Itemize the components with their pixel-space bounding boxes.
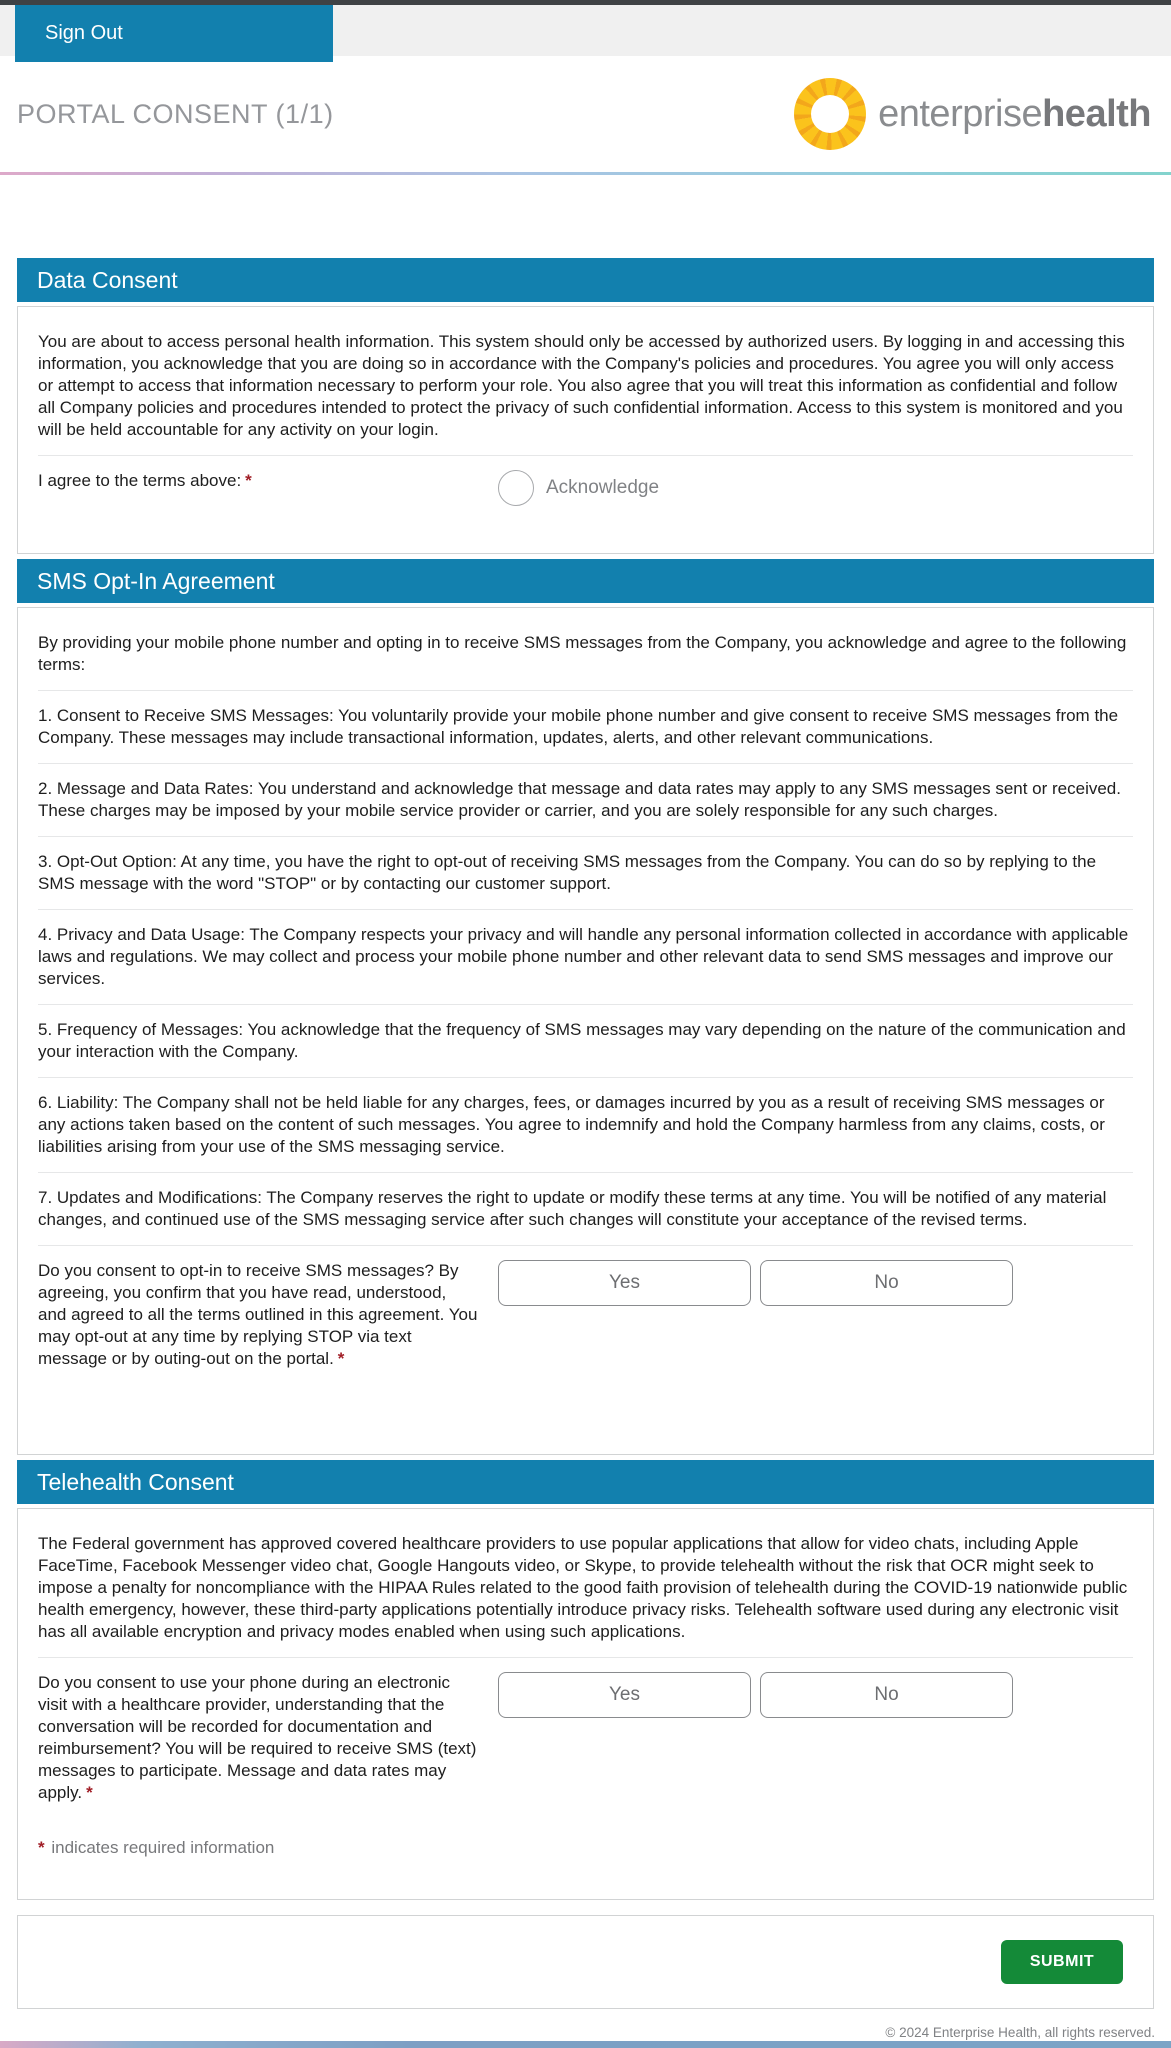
telehealth-no-button[interactable]: No	[760, 1672, 1013, 1718]
question-controls	[498, 1260, 1013, 1306]
top-strip	[0, 5, 1171, 56]
required-footnote: * indicates required information	[38, 1838, 275, 1857]
section-data-consent	[17, 258, 1154, 554]
sms-term-7: 7. Updates and Modifications: The Company reserves the right to update or modify these terms at any time. You will be notified of any material changes, and continued use of the SMS messaging service after such changes will constitute your acceptance of the revised terms.	[38, 1188, 1107, 1229]
page-header	[0, 56, 1171, 172]
acknowledge-label: Acknowledge	[546, 477, 660, 498]
sms-term-3: 3. Opt-Out Option: At any time, you have the right to opt-out of receiving SMS messages from the Company. You can do so by replying to the SMS message with the word "STOP" or by contacting our customer support.	[38, 852, 1097, 893]
sms-no-button[interactable]: No	[760, 1260, 1013, 1306]
section-header-data-consent	[17, 258, 1154, 302]
sms-yes-button[interactable]: Yes	[498, 1260, 751, 1306]
divider	[38, 909, 1133, 910]
divider	[38, 690, 1133, 691]
divider	[38, 1657, 1133, 1658]
section-sms-opt-in	[17, 559, 1154, 1455]
question-label: Do you consent to use your phone during an electronic visit with a healthcare provider, understanding that the conversation will be recorded for documentation and reimbursement? You will be required to receive SMS (text) messages to participate. Message and data rates may apply. *	[38, 1673, 477, 1802]
sms-term-4: 4. Privacy and Data Usage: The Company respects your privacy and will handle any personal information collected in accordance with applicable laws and regulations. We may collect and process your mobile phone number and other relevant data to send SMS messages and improve our services.	[38, 925, 1129, 988]
sms-term-5: 5. Frequency of Messages: You acknowledge that the frequency of SMS messages may vary depending on the nature of the communication and your interaction with the Company.	[38, 1020, 1126, 1061]
sms-term-1: 1. Consent to Receive SMS Messages: You voluntarily provide your mobile phone number and give consent to receive SMS messages from the Company. These messages may include transactional information, updates, alerts, and other relevant communications.	[38, 706, 1119, 747]
divider	[38, 836, 1133, 837]
question-row-telehealth	[38, 1672, 1133, 1804]
required-asterisk: *	[86, 1783, 93, 1802]
acknowledge-radio-group[interactable]	[498, 470, 659, 506]
section-title: SMS Opt-In Agreement	[37, 567, 275, 594]
sms-term-6: 6. Liability: The Company shall not be held liable for any charges, fees, or damages incurred by you as a result of receiving SMS messages or any actions taken based on the content of such messages. You agree to indemnify and hold the Company harmless from any claims, costs, or liabilities arising from your use of the SMS messaging service.	[38, 1093, 1105, 1156]
section-body-data-consent	[17, 306, 1154, 554]
section-body-sms-opt-in	[17, 607, 1154, 1455]
acknowledge-radio[interactable]	[498, 470, 534, 506]
required-asterisk: *	[38, 1838, 45, 1857]
question-controls	[498, 1672, 1013, 1718]
brand-regular: enterprise	[878, 92, 1043, 135]
question-row-data-consent	[38, 470, 1133, 506]
question-label: Do you consent to opt-in to receive SMS messages? By agreeing, you confirm that you have read, understood, and agreed to all the terms outlined in this agreement. You may opt-out at any time by replying STOP via text message or by outing-out on the portal. *	[38, 1261, 478, 1368]
question-label: I agree to the terms above: *	[38, 471, 252, 490]
section-title: Data Consent	[37, 266, 178, 293]
consent-paragraph: You are about to access personal health information. This system should only be accessed by authorized users. By logging in and accessing this information, you acknowledge that you are doing so in accordance with the Company's policies and procedures. You agree you will only access or attempt to access that information necessary to perform your role. You also agree that you will treat this information as confidential and follow all Company policies and procedures intended to protect the privacy of such confidential information. Access to this system is monitored and you will be held accountable for any activity on your login.	[38, 332, 1125, 439]
bottom-gradient-bar	[0, 2041, 1171, 2048]
footer	[0, 2009, 1171, 2048]
divider	[38, 763, 1133, 764]
sign-out-label: Sign Out	[45, 22, 123, 44]
divider	[38, 1004, 1133, 1005]
divider	[38, 1245, 1133, 1246]
sms-term-2: 2. Message and Data Rates: You understand and acknowledge that message and data rates may apply to any SMS messages sent or received. These charges may be imposed by your mobile service provider or carrier, and you are solely responsible for any such charges.	[38, 779, 1121, 820]
question-controls	[498, 470, 1013, 506]
required-asterisk: *	[245, 471, 252, 490]
submit-panel	[17, 1915, 1154, 2009]
telehealth-paragraph: The Federal government has approved covered healthcare providers to use popular applications that allow for video chats, including Apple FaceTime, Facebook Messenger video chat, Google Hangouts video, or Skype, to provide telehealth without the risk that OCR might seek to impose a penalty for noncompliance with the HIPAA Rules related to the good faith provision of telehealth during the COVID-19 nationwide public health emergency, however, these third-party applications potentially introduce privacy risks. Telehealth software used during any electronic visit has all available encryption and privacy modes enabled when using such applications.	[38, 1534, 1128, 1641]
telehealth-yes-button[interactable]: Yes	[498, 1672, 751, 1718]
brand-wordmark	[878, 93, 1151, 136]
divider	[38, 1172, 1133, 1173]
sign-out-button[interactable]	[15, 5, 333, 62]
section-title: Telehealth Consent	[37, 1468, 234, 1495]
required-asterisk: *	[337, 1349, 345, 1368]
divider	[38, 1077, 1133, 1078]
page-title: PORTAL CONSENT (1/1)	[17, 98, 334, 129]
section-telehealth	[17, 1460, 1154, 1900]
divider	[38, 455, 1133, 456]
sunflower-icon	[794, 78, 866, 150]
sms-intro-paragraph: By providing your mobile phone number and opting in to receive SMS messages from the Company, you acknowledge and agree to the following terms:	[38, 633, 1127, 674]
submit-button[interactable]: SUBMIT	[1001, 1940, 1123, 1984]
section-header-sms-opt-in	[17, 559, 1154, 603]
section-header-telehealth	[17, 1460, 1154, 1504]
section-body-telehealth	[17, 1508, 1154, 1900]
question-row-sms	[38, 1260, 1133, 1370]
copyright-text: © 2024 Enterprise Health, all rights reserved.	[885, 2025, 1155, 2040]
brand-bold: health	[1042, 92, 1151, 135]
enterprise-health-logo	[794, 78, 1151, 150]
